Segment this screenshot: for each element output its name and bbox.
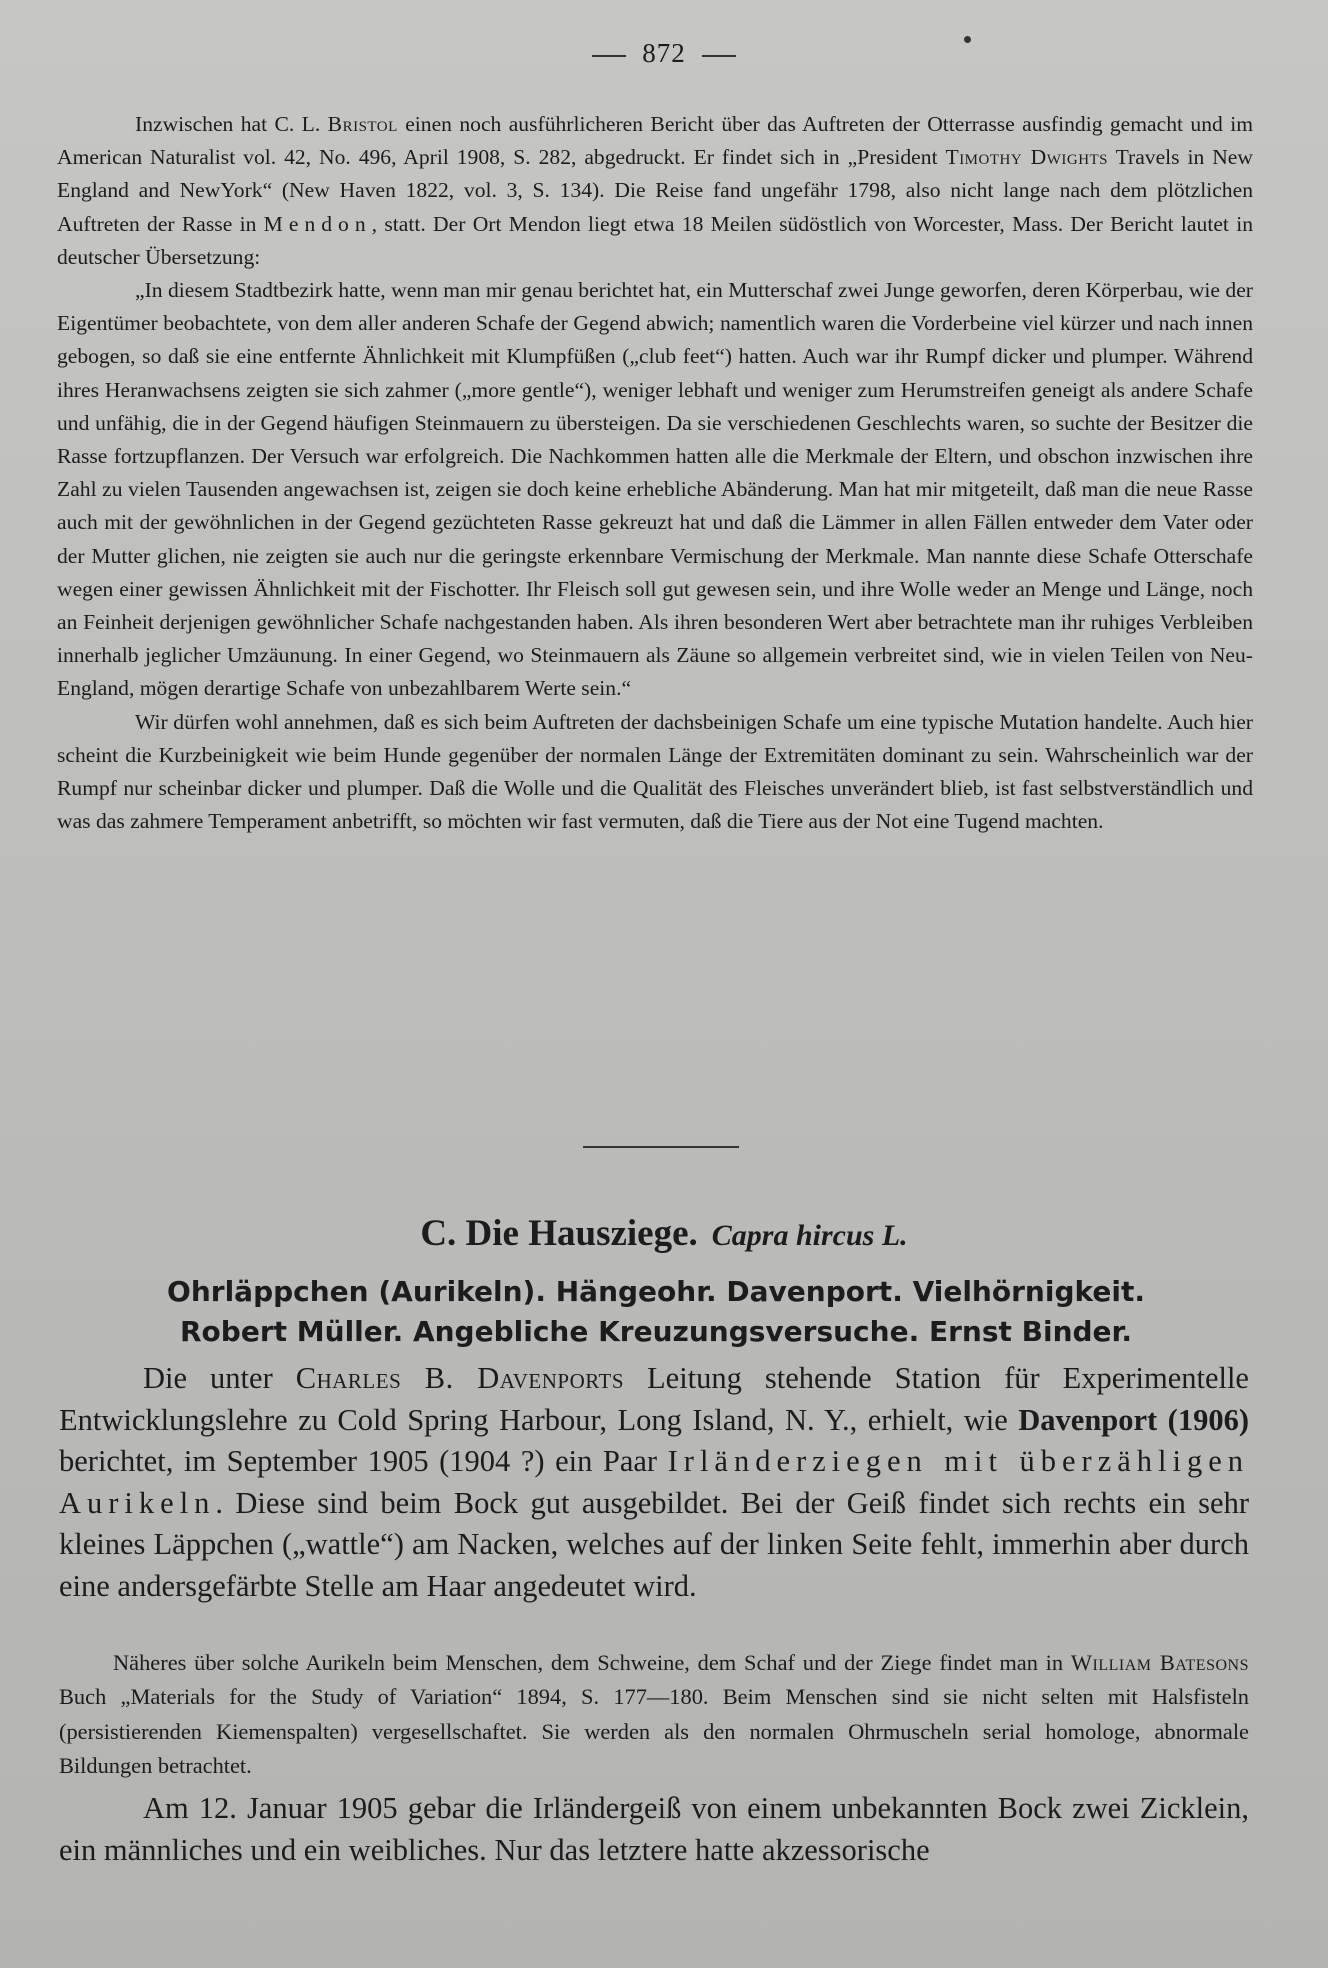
text-run: Näheres über solche Aurikeln beim Menschen, dem Schweine, dem Schaf und der Ziege findet man in <box>113 1650 1071 1675</box>
page-number: 872 <box>642 38 686 68</box>
author-name-bateson: William Batesons <box>1070 1650 1249 1675</box>
text-run: , statt. Der Ort Mendon liegt etwa 18 Meilen südöstlich von Worcester, Mass. Der Bericht lautet in deutscher Übersetzung: <box>57 211 1253 269</box>
text-run: berichtet, im September 1905 (1904 ?) ein Paar <box>59 1444 668 1479</box>
dash-left <box>592 55 626 57</box>
topic-list <box>86 1272 1226 1352</box>
text-run: Inzwischen hat C. L. <box>135 112 328 136</box>
author-name-dwight: Timothy Dwights <box>945 145 1109 170</box>
last-paragraph-block <box>59 1788 1249 1871</box>
spaced-emphasis: Irländerziegen mit überzähligen Aurikeln <box>59 1444 1249 1520</box>
latin-name: Capra hircus L. <box>711 1219 908 1252</box>
text-run: Die unter <box>143 1361 296 1395</box>
note-paragraph-block <box>59 1646 1249 1783</box>
section-divider <box>583 1146 739 1148</box>
main-paragraph <box>59 1358 1249 1608</box>
conclusion-paragraph: Wir dürfen wohl annehmen, daß es sich beim Auftreten der dachsbeinigen Schafe um eine typische Mutation handelte. Auch hier scheint die Kurzbeinigkeit wie beim Hunde gegenüber der normalen Länge der Extremitäten dominant zu sein. Wahrscheinlich war der Rumpf nur scheinbar dicker und plumper. Daß die Wolle und die Qualität des Fleisches unverändert blieb, ist fast selbstverständlich und was das zahmere Temperament anbetrifft, so möchten wir fast vermuten, daß die Tiere aus der Not eine Tugend machten. <box>57 709 1253 834</box>
intro-paragraph <box>57 108 1253 274</box>
topic-line-1: Ohrläppchen (Aurikeln). Hängeohr. Davenport. Vielhörnigkeit. <box>167 1275 1145 1308</box>
otter-sheep-section <box>57 108 1253 838</box>
section-title: C. Die Hausziege. <box>420 1213 698 1254</box>
topic-line-2: Robert Müller. Angebliche Kreuzungsversuche. Ernst Binder. <box>180 1315 1132 1348</box>
spaced-place-name: Mendon <box>263 211 372 236</box>
note-paragraph <box>59 1646 1249 1783</box>
author-name-davenport: Charles B. Davenports <box>295 1361 625 1395</box>
text-run: Travels in New England and NewYork“ (New Haven 1822, vol. 3, S. 134). Die Reise fand ungefähr 1798, also nicht lange nach dem plötzlichen Auftreten der Rasse in <box>57 145 1253 236</box>
quote-paragraph: „In diesem Stadtbezirk hatte, wenn man mir genau berichtet hat, ein Mutterschaf zwei Junge geworfen, deren Körperbau, wie der Eigentümer beobachtete, von dem aller anderen Schafe der Gegend abwich; namentlich waren die Vorderbeine viel kürzer und nach innen gebogen, so daß sie eine entfernte Ähnlichkeit mit Klumpfüßen („club feet“) hatten. Auch war ihr Rumpf dicker und plumper. Während ihres Heranwachsens zeigten sie sich zahmer („more gentle“), weniger lebhaft und weniger zum Herumstreifen geneigt als andere Schafe und unfähig, die in der Gegend häufigen Steinmauern zu übersteigen. Da sie verschiedenen Geschlechts waren, so suchte der Besitzer die Rasse fortzupflanzen. Der Versuch war erfolgreich. Die Nachkommen hatten alle die Merkmale der Eltern, und obschon inzwischen ihre Zahl zu vielen Tausenden angewachsen ist, zeigen sie doch keine erhebliche Abänderung. Man hat mir mitgeteilt, daß man die neue Rasse auch mit der gewöhnlichen in der Gegend gezüchteten Rasse gekreuzt hat und daß die Lämmer in allen Fällen entweder dem Vater oder der Mutter glichen, nie zeigten sie auch nur die geringste erkennbare Vermischung der Merkmale. Man nannte diese Schafe Otterschafe wegen einer gewissen Ähnlichkeit mit der Fischotter. Ihr Fleisch soll gut gewesen sein, und ihre Wolle weder an Menge und Länge, noch an Feinheit derjenigen gewöhnlicher Schafe nachgestanden haben. Als ihren besonderen Wert aber betrachtete man ihr ruhiges Verbleiben innerhalb jeglicher Umzäunung. In einer Gegend, wo Steinmauern als Zäune so allgemein verbreitet sind, wie in vielen Teilen von Neu-England, mögen derartige Schafe von unbezahlbarem Werte sein.“ <box>57 278 1253 701</box>
section-heading <box>0 1212 1328 1255</box>
text-run: Leitung stehende Station für Experimentelle Entwicklungslehre zu Cold Spring Harbour, Long Island, N. Y., erhielt, wie <box>59 1361 1249 1437</box>
text-run: Buch „Materials for the Study of Variation“ 1894, S. 177—180. Beim Menschen sind sie nicht selten mit Halsfisteln (persistierenden Kiemenspalten) vergesellschaftet. Sie werden als den normalen Ohrmuscheln serial homologe, abnormale Bildungen betrachtet. <box>59 1684 1249 1778</box>
page-number-line <box>0 38 1328 69</box>
text-run: einen noch ausführlicheren Bericht über das Auftreten der Otterrasse ausfindig gemacht und im American Naturalist vol. 42, No. 496, April 1908, S. 282, abgedruckt. Er findet sich in „President <box>57 112 1253 170</box>
main-paragraph-block <box>59 1358 1249 1608</box>
ink-dot <box>964 36 971 43</box>
text-run: . Diese sind beim Bock gut ausgebildet. Bei der Geiß findet sich rechts ein sehr kleines Läppchen („wattle“) am Nacken, welches auf der linken Seite fehlt, immerhin aber durch eine andersgefärbte Stelle am Haar angedeutet wird. <box>59 1485 1249 1603</box>
author-name-bristol: Bristol <box>327 112 398 136</box>
citation-bold: Davenport (1906) <box>1018 1402 1249 1437</box>
last-paragraph: Am 12. Januar 1905 gebar die Irländergeiß von einem unbekannten Bock zwei Zicklein, ein männliches und ein weibliches. Nur das letztere hatte akzessorische <box>59 1791 1249 1867</box>
dash-right <box>702 55 736 57</box>
